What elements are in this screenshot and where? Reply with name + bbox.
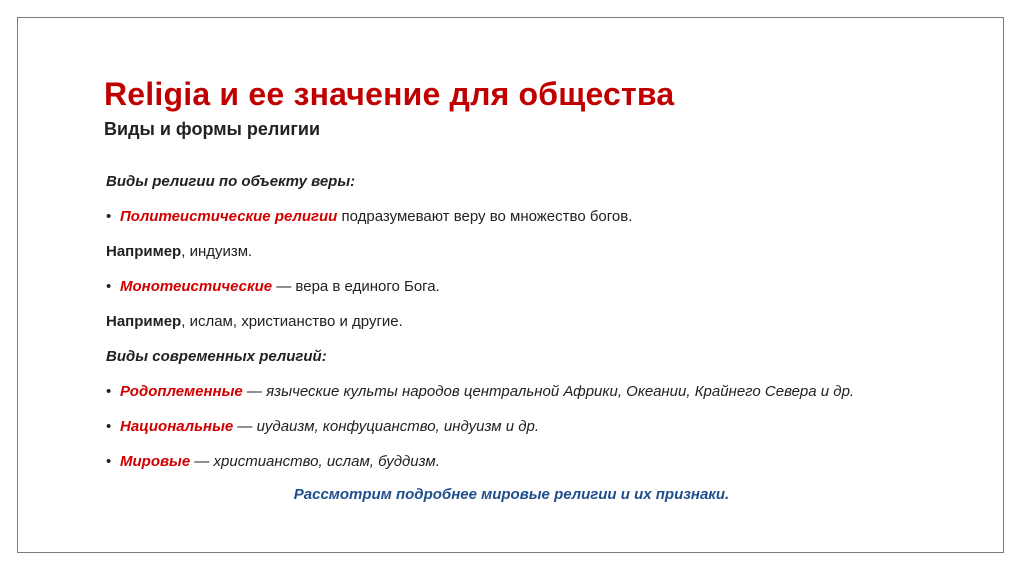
section-heading-modern: Виды современных религий: [106, 348, 327, 365]
slide-title: Religia и ее значение для общества [104, 76, 675, 112]
example-label-1: Например [106, 243, 182, 260]
term-polytheistic: Политеистические религии [120, 208, 338, 225]
list-item-monotheistic [106, 278, 440, 296]
term-monotheistic: Монотеистические [120, 278, 273, 295]
desc-tribal: — языческие культы народов центральной Африки, Океании, Крайнего Севера и др. [242, 383, 855, 400]
list-item-polytheistic [106, 208, 632, 226]
slide-footer-note: Рассмотрим подробнее мировые религии и их признаки. [293, 486, 730, 503]
desc-world: — христианство, ислам, буддизм. [190, 453, 440, 470]
example-line-2 [106, 313, 403, 331]
term-tribal: Родоплеменные [120, 383, 243, 400]
example-line-1 [106, 243, 252, 261]
desc-national: — иудаизм, конфуцианство, индуизм и др. [233, 418, 540, 435]
bullet-icon: • [106, 278, 112, 295]
section-heading-by-object: Виды религии по объекту веры: [106, 173, 356, 190]
term-national: Национальные [120, 418, 234, 435]
example-text-2: , ислам, христианство и другие. [181, 313, 403, 330]
example-label-2: Например [106, 313, 182, 330]
list-item-world [106, 453, 440, 471]
slide-frame [17, 17, 1004, 553]
bullet-icon: • [106, 208, 112, 225]
slide-subtitle: Виды и формы религии [104, 119, 321, 139]
bullet-icon: • [106, 383, 112, 400]
list-item-national [106, 418, 539, 436]
example-text-1: , индуизм. [181, 243, 253, 260]
desc-monotheistic: — вера в единого Бога. [272, 278, 440, 295]
term-world: Мировые [120, 453, 191, 470]
list-item-tribal [106, 383, 854, 401]
desc-polytheistic: подразумевают веру во множество богов. [337, 208, 633, 225]
bullet-icon: • [106, 418, 112, 435]
bullet-icon: • [106, 453, 112, 470]
